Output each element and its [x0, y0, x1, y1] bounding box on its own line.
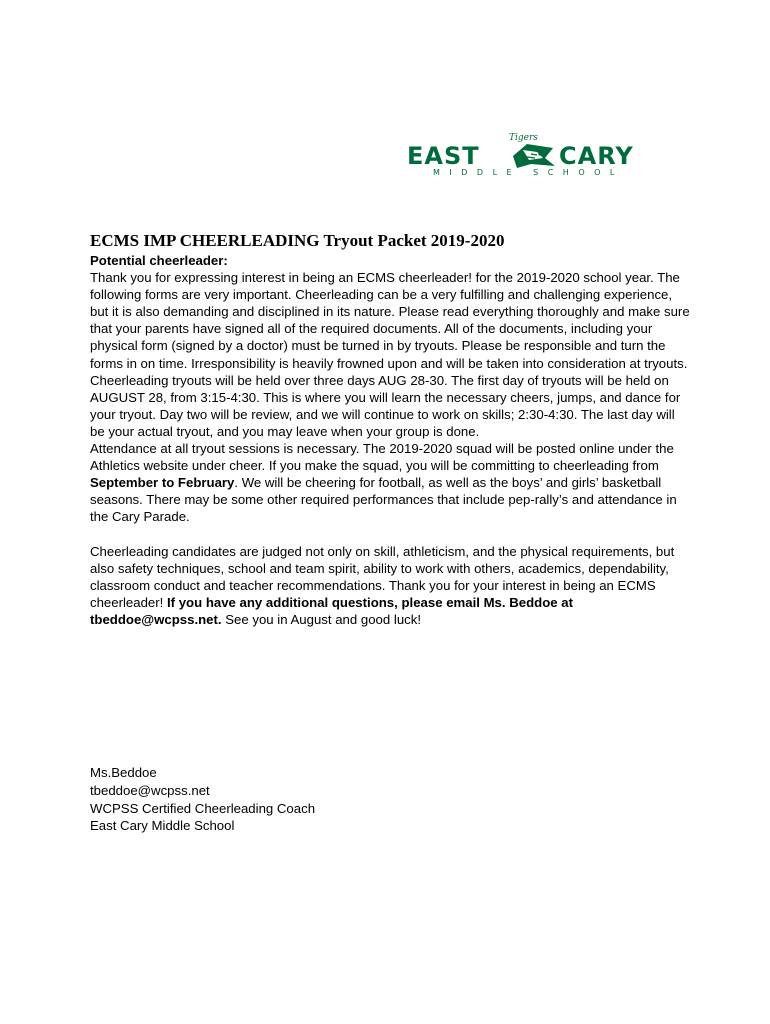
tiger-mascot-icon	[513, 144, 555, 168]
letter-body	[90, 252, 690, 628]
contact-note: If you have any additional questions, please email Ms. Beddoe at tbeddoe@wcpss.net.	[90, 594, 573, 627]
signature-email: tbeddoe@wcpss.net	[90, 782, 210, 798]
signature-block	[90, 764, 490, 835]
signature-school: East Cary Middle School	[90, 818, 235, 834]
greeting: Potential cheerleader:	[90, 253, 228, 268]
logo-word-right: CARY	[559, 142, 634, 170]
logo-word-left: EAST	[407, 142, 480, 170]
logo-subtitle: MIDDLE SCHOOL	[433, 168, 624, 177]
signature-name: Ms.Beddoe	[90, 765, 157, 780]
season-dates: September to February	[90, 475, 235, 491]
paragraph-judging-text: Cheerleading candidates are judged not only on skill, athleticism, and the physical requirements, but also safety techniques, school and team spirit, ability to work with others, academics, dependability, classroom conduct and teacher recommendations. Thank you for your interest in being an ECMS cheerleader!	[90, 543, 675, 610]
paragraph-judging	[90, 543, 690, 628]
paragraph-spacer	[90, 526, 690, 543]
school-logo	[405, 128, 669, 178]
paragraph-attendance-text-end: . We will be cheering for football, as well as the boys’ and girls’ basketball seasons. There may be some other required performances that include pep-rally’s and attendance in the Cary Parade.	[90, 475, 677, 525]
paragraph-judging-text-end: See you in August and good luck!	[221, 611, 421, 627]
paragraph-tryouts: Cheerleading tryouts will be held over three days AUG 28-30. The first day of tryouts will be held on AUGUST 28, from 3:15-4:30. This is where you will learn the necessary cheers, jumps, and dance for your tryout. Day two will be review, and we will continue to work on skills; 2:30-4:30. The last day will be your actual tryout, and you may leave when your group is done.	[90, 372, 681, 439]
paragraph-attendance-text: Attendance at all tryout sessions is necessary. The 2019-2020 squad will be posted online under the Athletics website under cheer. If you make the squad, you will be committing to cheerleading from	[90, 441, 674, 474]
signature-role: WCPSS Certified Cheerleading Coach	[90, 800, 316, 816]
logo-script-text: Tigers	[509, 133, 538, 143]
paragraph-attendance	[90, 440, 690, 525]
document-title: ECMS IMP CHEERLEADING Tryout Packet 2019-2020	[90, 231, 505, 250]
paragraph-forms: Thank you for expressing interest in being an ECMS cheerleader! for the 2019-2020 school year. The following forms are very important. Cheerleading can be a very fulfilling and challenging experience, but it is also demanding and disciplined in its nature. Please read everything thoroughly and make sure that your parents have signed all of the required documents. All of the documents, including your physical form (signed by a doctor) must be turned in by tryouts. Please be responsible and turn the forms in on time. Irresponsibility is heavily frowned upon and will be taken into consideration at tryouts.	[90, 270, 690, 371]
